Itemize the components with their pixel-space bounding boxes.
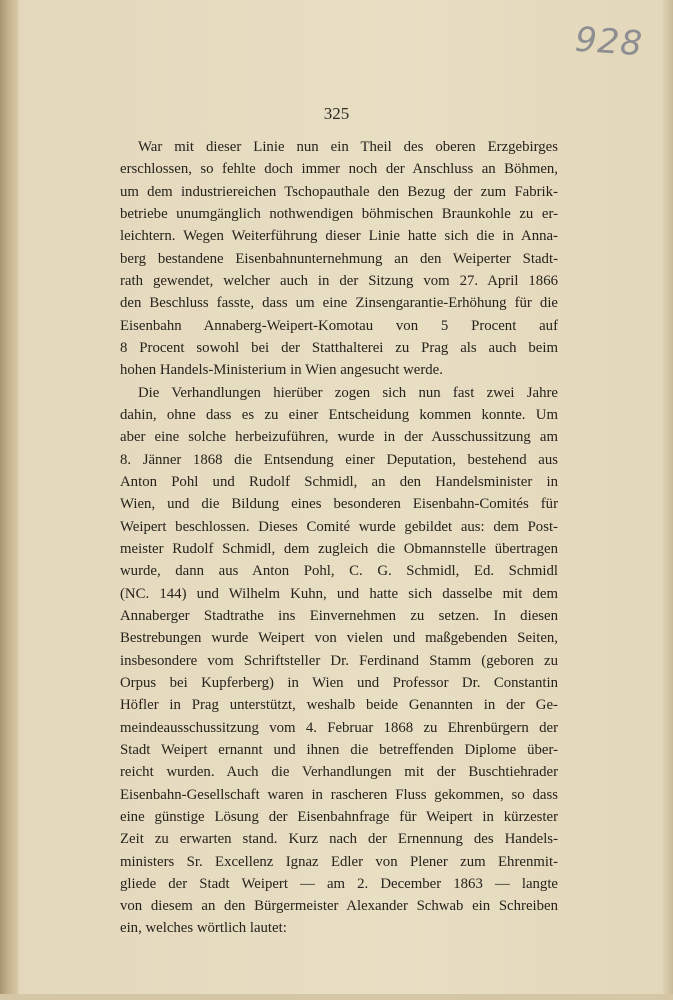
handwritten-shelfmark: 928 bbox=[573, 19, 645, 65]
text-line: 8. Jänner 1868 die Entsendung einer Deputation, bestehend aus bbox=[120, 451, 558, 468]
text-line: hohen Handels-Ministerium in Wien angesucht werde. bbox=[120, 362, 443, 379]
text-line: reicht wurden. Auch die Verhandlungen mit der Buschtiehrader bbox=[120, 764, 558, 781]
text-line: erschlossen, so fehlte doch immer noch der Anschluss an Böhmen, bbox=[120, 161, 558, 178]
text-line: von diesem an den Bürgermeister Alexander Schwab ein Schreiben bbox=[120, 898, 558, 915]
text-line: meindeausschussitzung vom 4. Februar 1868 zu Ehrenbürgern der bbox=[120, 719, 558, 736]
text-line: Höfler in Prag unterstützt, weshalb beide Genannten in der Ge- bbox=[120, 697, 558, 714]
text-line: betriebe unumgänglich nothwendigen böhmischen Braunkohle zu er- bbox=[120, 205, 558, 222]
text-line: ministers Sr. Excellenz Ignaz Edler von Plener zum Ehrenmit- bbox=[120, 853, 558, 870]
text-line: aber eine solche herbeizuführen, wurde in der Ausschussitzung am bbox=[120, 429, 558, 446]
text-line: rath gewendet, welcher auch in der Sitzung vom 27. April 1866 bbox=[120, 272, 558, 289]
text-line: dahin, ohne dass es zu einer Entscheidung kommen konnte. Um bbox=[120, 406, 558, 423]
text-line: wurde, dann aus Anton Pohl, C. G. Schmidl, Ed. Schmidl bbox=[120, 563, 558, 580]
text-line: Zeit zu erwarten stand. Kurz nach der Ernennung des Handels- bbox=[120, 831, 558, 848]
text-line: 8 Procent sowohl bei der Statthalterei zu Prag als auch beim bbox=[120, 339, 558, 356]
text-line: Eisenbahn-Gesellschaft waren in rascheren Fluss gekommen, so dass bbox=[120, 786, 558, 803]
text-line: Orpus bei Kupferberg) in Wien und Professor Dr. Constantin bbox=[120, 674, 558, 691]
text-line: berg bestandene Eisenbahnunternehmung an den Weiperter Stadt- bbox=[120, 250, 558, 267]
page-number: 325 bbox=[323, 104, 350, 123]
text-line: Bestrebungen wurde Weipert von vielen und maßgebenden Seiten, bbox=[120, 630, 558, 647]
page-bottom-edge bbox=[0, 994, 673, 1000]
text-line: Anton Pohl und Rudolf Schmidl, an den Handelsminister in bbox=[120, 473, 558, 490]
text-line: Eisenbahn Annaberg-Weipert-Komotau von 5 Procent auf bbox=[120, 317, 558, 334]
text-line: Wien, und die Bildung eines besonderen Eisenbahn-Comités für bbox=[120, 496, 558, 513]
text-line: Annaberger Stadtrathe ins Einvernehmen zu setzen. In diesen bbox=[120, 607, 558, 624]
text-line: War mit dieser Linie nun ein Theil des oberen Erzgebirges bbox=[138, 139, 558, 155]
text-line: den Beschluss fasste, dass um eine Zinsengarantie-Erhöhung für die bbox=[120, 295, 558, 312]
text-line: eine günstige Lösung der Eisenbahnfrage für Weipert in kürzester bbox=[120, 808, 558, 825]
text-line: um dem industriereichen Tschopauthale den Bezug der zum Fabrik- bbox=[120, 183, 558, 200]
text-line: Die Verhandlungen hierüber zogen sich nun fast zwei Jahre bbox=[138, 384, 558, 401]
text-line: ein, welches wörtlich lautet: bbox=[120, 920, 287, 937]
page-binding-edge bbox=[0, 0, 18, 1000]
text-line: (NC. 144) und Wilhelm Kuhn, und hatte sich dasselbe mit dem bbox=[120, 585, 558, 602]
text-line: gliede der Stadt Weipert — am 2. December 1863 — langte bbox=[120, 875, 558, 892]
text-line: leichtern. Wegen Weiterführung dieser Linie hatte sich die in Anna- bbox=[120, 228, 558, 245]
text-line: meister Rudolf Schmidl, dem zugleich die Obmannstelle übertragen bbox=[120, 540, 558, 557]
text-line: Stadt Weipert ernannt und ihnen die betreffenden Diplome über- bbox=[120, 741, 558, 758]
text-line: Weipert beschlossen. Dieses Comité wurde gebildet aus: dem Post- bbox=[120, 518, 558, 535]
page-right-edge bbox=[663, 0, 673, 1000]
body-text bbox=[120, 136, 558, 940]
text-line: insbesondere vom Schriftsteller Dr. Ferdinand Stamm (geboren zu bbox=[120, 652, 558, 669]
